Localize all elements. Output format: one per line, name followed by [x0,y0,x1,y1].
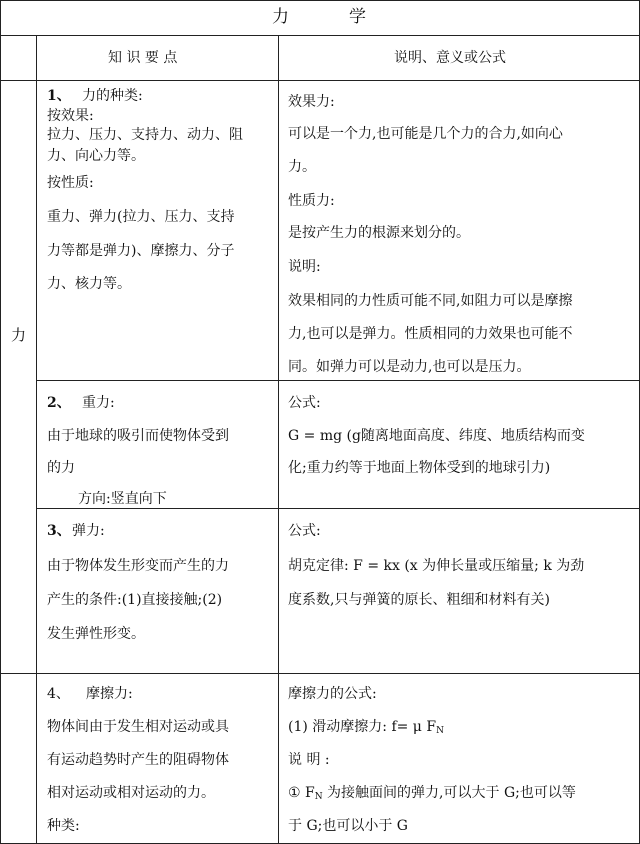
s1-left-line: 按效果: [47,108,94,124]
s4-note-subscript: N [314,792,323,802]
s3-left-line: 由于物体发生形变而产生的力 [47,558,229,574]
s4-title: 摩擦力: [86,686,133,702]
s2-right-line: 化;重力约等于地面上物体受到的地球引力) [288,460,551,476]
s2-left-line: 由于地球的吸引而使物体受到 [47,428,229,444]
s1-title: 力的种类: [82,88,143,104]
s1-right-line: 力。 [288,159,316,175]
s4-sliding-friction-formula [288,718,444,740]
s2-right-line: 公式: [288,395,321,411]
s3-right-line: 公式: [288,523,321,539]
rule-section3-bottom [0,673,640,674]
s2-left-line: 的力 [47,460,75,476]
s4-left-line: 物体间由于发生相对运动或具 [47,719,229,735]
s4-note-suffix: 为接触面间的弹力,可以大于 G;也可以等 [322,785,576,801]
s4-left-line: 种类: [47,818,80,834]
rule-label-col [36,35,37,843]
s3-right-line: 胡克定律: F = kx (x 为伸长量或压缩量; k 为劲 [288,558,585,574]
title-left-char: 力 [272,7,289,27]
s1-left-line: 力、向心力等。 [47,148,145,164]
s1-left-line: 拉力、压力、支持力、动力、阻 [47,127,243,143]
rule-section1-bottom [36,380,640,381]
title-right-char: 学 [349,7,366,27]
s4-note-prefix: ① F [288,785,315,801]
s4-number: 4、 [47,686,70,702]
s3-right-line: 度系数,只与弹簧的原长、粗细和材料有关) [288,592,550,608]
s2-title: 重力: [82,395,115,411]
s1-left-line: 重力、弹力(拉力、压力、支持 [47,209,235,225]
rule-section2-bottom [36,508,640,509]
row-label-force: 力 [11,326,27,344]
rule-title-bottom [0,35,640,36]
s4-right-line: 摩擦力的公式: [288,686,377,702]
rule-mid [278,35,279,843]
rule-top [0,0,640,1]
s1-right-line: 同。如弹力可以是动力,也可以是压力。 [288,359,531,375]
header-knowledge-points: 知 识 要 点 [108,50,178,66]
s1-left-line: 力、核力等。 [47,276,131,292]
s4-formula-subscript: N [436,726,444,736]
s4-left-line: 有运动趋势时产生的阻碍物体 [47,752,229,768]
s1-left-line: 力等都是弹力)、摩擦力、分子 [47,243,235,259]
s3-left-line: 发生弹性形变。 [47,626,145,642]
s4-right-line: 说 明 : [288,752,330,768]
s4-right-line: 于 G;也可以小于 G [288,818,408,834]
s1-right-line: 性质力: [288,193,335,209]
s1-right-line: 是按产生力的根源来划分的。 [288,225,470,241]
s2-right-line: G = mg (g随离地面高度、纬度、地质结构而变 [288,428,585,444]
s1-right-line: 可以是一个力,也可能是几个力的合力,如向心 [288,126,563,142]
s1-right-line: 力,也可以是弹力。性质相同的力效果也可能不 [288,326,573,342]
s4-formula-text: (1) 滑动摩擦力: f= μ F [288,719,437,735]
header-explanation: 说明、意义或公式 [394,50,506,66]
s1-left-line: 按性质: [47,175,94,191]
s3-number: 3、 [47,523,71,539]
s3-left-line: 产生的条件:(1)直接接触;(2) [47,592,223,608]
s1-right-line: 效果相同的力性质可能不同,如阻力可以是摩擦 [288,293,573,309]
s3-title: 弹力: [72,523,105,539]
s1-number: 1、 [47,88,71,104]
s4-note-line [288,784,576,806]
s1-right-line: 效果力: [288,94,335,110]
s1-right-line: 说明: [288,259,321,275]
rule-left [0,0,1,844]
s4-left-line: 相对运动或相对运动的力。 [47,785,215,801]
s2-number: 2、 [47,395,71,411]
s2-left-line: 方向:竖直向下 [78,491,167,507]
rule-header-bottom [0,80,640,81]
